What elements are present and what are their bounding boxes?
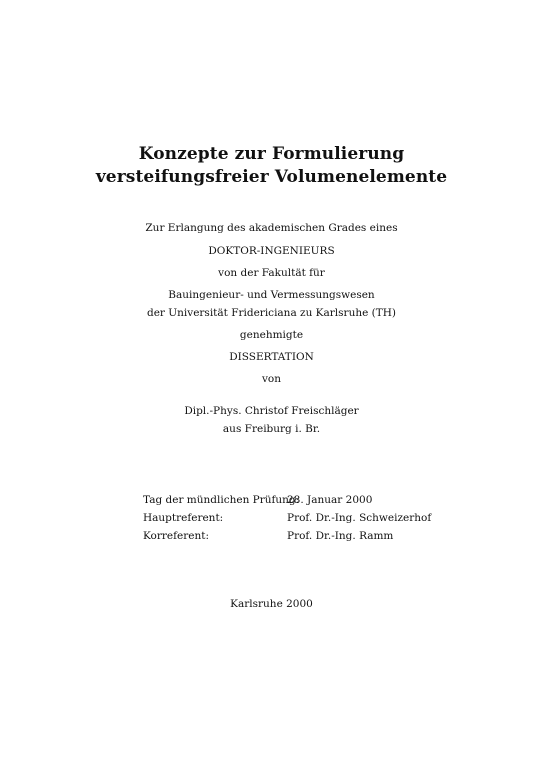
thesis-title-line-1: Konzepte zur Formulierung bbox=[138, 144, 405, 164]
thesis-title bbox=[0, 143, 543, 189]
co-referee-value: Prof. Dr.-Ing. Ramm bbox=[287, 530, 394, 542]
exam-date-value: 28. Januar 2000 bbox=[287, 494, 373, 506]
main-referee-value: Prof. Dr.-Ing. Schweizerhof bbox=[287, 512, 432, 524]
main-referee-label: Hauptreferent: bbox=[143, 512, 224, 524]
place-and-year: Karlsruhe 2000 bbox=[230, 598, 313, 610]
author-origin: aus Freiburg i. Br. bbox=[222, 423, 321, 435]
exam-date-label: Tag der mündlichen Prüfung: bbox=[143, 494, 300, 506]
faculty-name: Bauingenieur- und Vermessungswesen bbox=[168, 289, 375, 301]
document-type: DISSERTATION bbox=[229, 351, 314, 363]
co-referee-label: Korreferent: bbox=[143, 530, 209, 542]
by-text: von bbox=[261, 373, 282, 385]
thesis-title-line-2: versteifungsfreier Volumenelemente bbox=[95, 167, 448, 187]
university-name: der Universität Fridericiana zu Karlsruhe (TH) bbox=[147, 307, 396, 319]
degree-purpose: Zur Erlangung des akademischen Grades eines bbox=[145, 222, 398, 234]
approved-text: genehmigte bbox=[239, 329, 304, 341]
degree-name: DOKTOR-INGENIEURS bbox=[208, 245, 335, 257]
author-name: Dipl.-Phys. Christof Freischläger bbox=[184, 405, 359, 417]
faculty-intro: von der Fakultät für bbox=[218, 267, 325, 279]
